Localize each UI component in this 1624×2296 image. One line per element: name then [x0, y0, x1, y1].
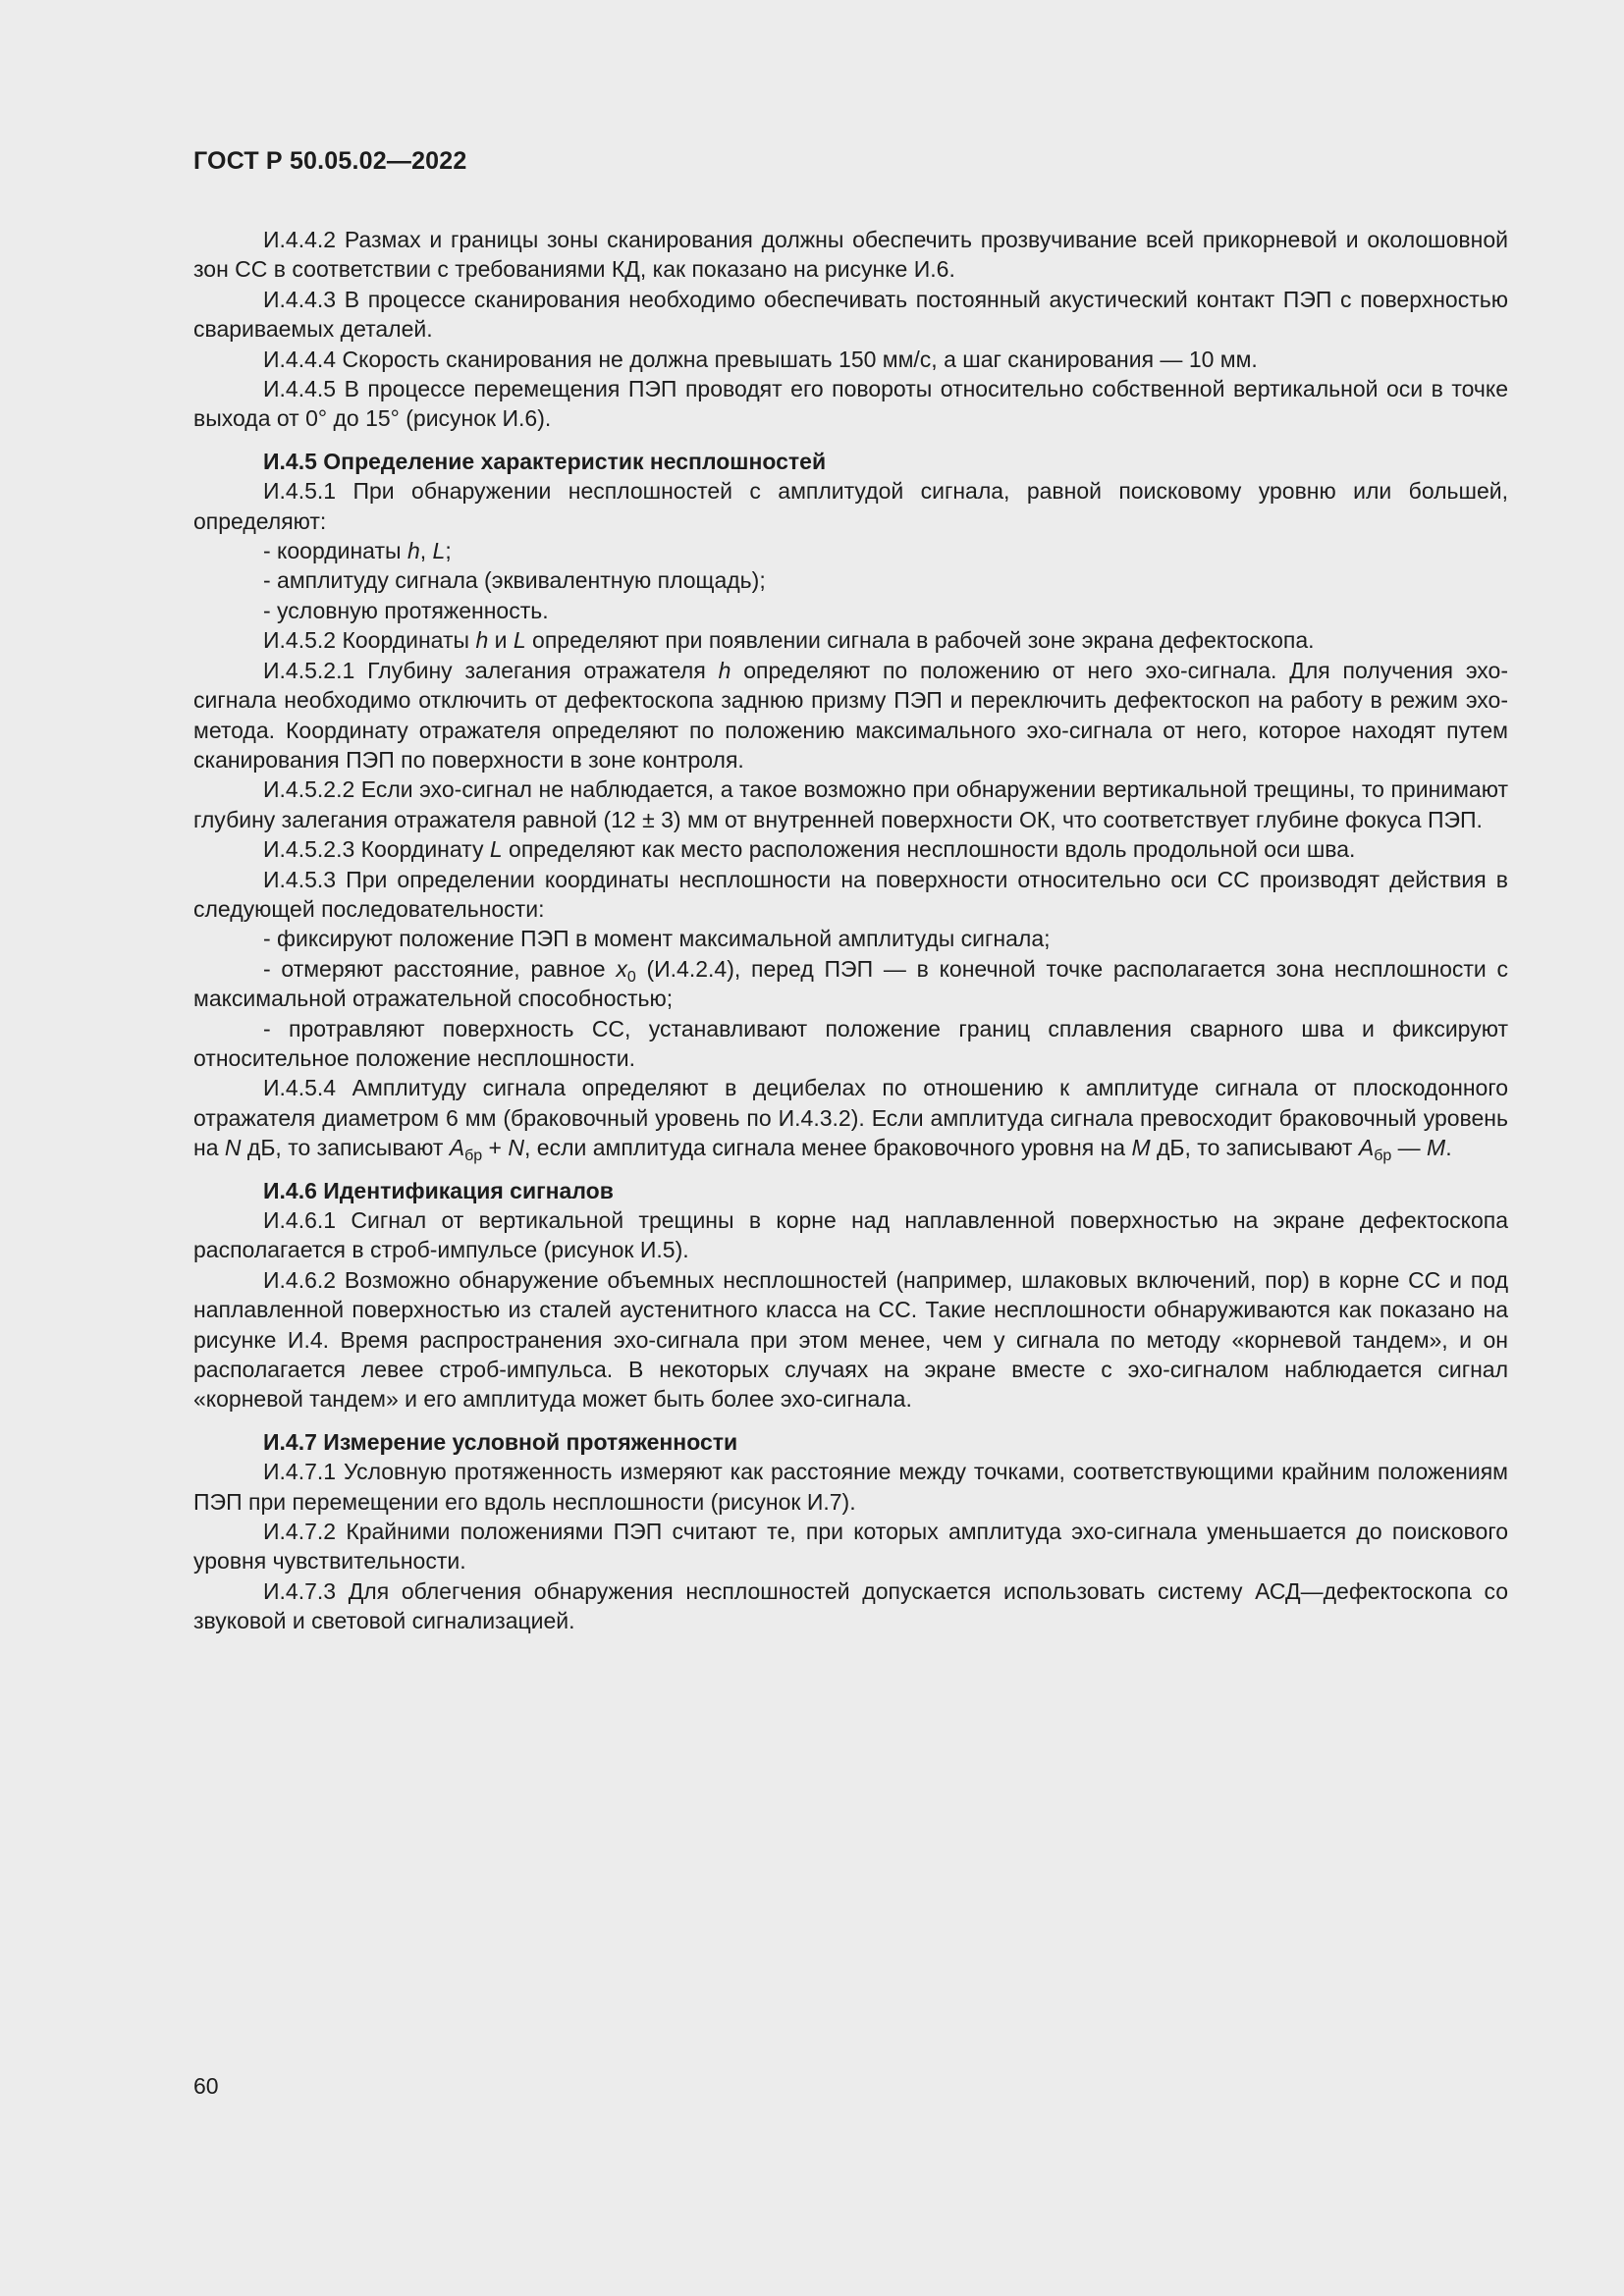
- list-item-coordinates: - координаты h, L;: [263, 538, 452, 564]
- paragraph-4-7-3: И.4.7.3 Для облегчения обнаружения несплошностей допускается использовать систему АСД—дефектоскопа со звуковой и световой сигнализацией.: [193, 1577, 1508, 1634]
- list-item-length: - условную протяженность.: [263, 597, 549, 623]
- paragraph-4-4-3: И.4.4.3 В процессе сканирования необходимо обеспечивать постоянный акустический контакт ПЭП с поверхностью свариваемых деталей.: [193, 286, 1508, 343]
- list-item-etch-surface: - протравляют поверхность СС, устанавливают положение границ сплавления сварного шва и фиксируют относительное положение несплошности.: [193, 1015, 1508, 1071]
- paragraph-4-5-1: И.4.5.1 При обнаружении несплошностей с амплитудой сигнала, равной поисковому уровню или большей, определяют:: [193, 478, 1508, 534]
- paragraph-4-5-2-1: И.4.5.2.1 Глубину залегания отражателя h определяют по положению от него эхо-сигнала. Для получения эхо-сигнала необходимо отключить от дефектоскопа заднюю призму ПЭП и переключить дефектоскоп на работу в режим эхо-метода. Координату отражателя определяют по положению максимального эхо-сигнала от него, которое находят путем сканирования ПЭП по поверхности в зоне контроля.: [193, 657, 1508, 773]
- paragraph-4-4-4: И.4.4.4 Скорость сканирования не должна превышать 150 мм/с, а шаг сканирования — 10 мм.: [263, 346, 1258, 372]
- paragraph-4-5-2-2: И.4.5.2.2 Если эхо-сигнал не наблюдается, а такое возможно при обнаружении вертикальной трещины, то принимают глубину залегания отражателя равной (12 ± 3) мм от внутренней поверхности ОК, что соответствует глубине фокуса ПЭП.: [193, 776, 1508, 832]
- document-body: [193, 225, 1508, 1636]
- paragraph-4-5-4: И.4.5.4 Амплитуду сигнала определяют в децибелах по отношению к амплитуде сигнала от плоскодонного отражателя диаметром 6 мм (браковочный уровень по И.4.3.2). Если амплитуда сигнала превосходит браковочный уровень на N дБ, то записывают $A_{бр} + N$, если амплитуда сигнала менее браковочного уровня на M дБ, то записывают $A_{бр}$ — M.: [193, 1075, 1508, 1165]
- page-number: 60: [193, 2073, 219, 2099]
- paragraph-4-4-2: И.4.4.2 Размах и границы зоны сканирования должны обеспечить прозвучивание всей прикорневой и околошовной зон СС в соответствии с требованиями КД, как показано на рисунке И.6.: [193, 227, 1508, 283]
- section-title-4-6: И.4.6 Идентификация сигналов: [263, 1177, 614, 1203]
- list-item-fix-position: - фиксируют положение ПЭП в момент максимальной амплитуды сигнала;: [263, 926, 1051, 952]
- document-header: ГОСТ Р 50.05.02—2022: [193, 147, 467, 175]
- paragraph-4-7-2: И.4.7.2 Крайними положениями ПЭП считают те, при которых амплитуда эхо-сигнала уменьшается до поискового уровня чувствительности.: [193, 1519, 1508, 1575]
- section-title-4-7: И.4.7 Измерение условной протяженности: [263, 1428, 738, 1455]
- paragraph-4-6-2: И.4.6.2 Возможно обнаружение объемных несплошностей (например, шлаковых включений, пор) в корне СС и под наплавленной поверхностью из сталей аустенитного класса на СС. Такие несплошности обнаруживаются как показано на рисунке И.4. Время распространения эхо-сигнала при этом менее, чем у сигнала по методу «корневой тандем», и он располагается левее строб-импульса. В некоторых случаях на экране вместе с эхо-сигналом наблюдается сигнал «корневой тандем» и его амплитуда может быть более эхо-сигнала.: [193, 1266, 1508, 1413]
- paragraph-4-4-5: И.4.4.5 В процессе перемещения ПЭП проводят его повороты относительно собственной вертикальной оси в точке выхода от 0° до 15° (рисунок И.6).: [193, 376, 1508, 432]
- section-title-4-5: И.4.5 Определение характеристик несплошностей: [263, 448, 827, 474]
- paragraph-4-6-1: И.4.6.1 Сигнал от вертикальной трещины в корне над наплавленной поверхностью на экране дефектоскопа располагается в строб-импульсе (рисунок И.5).: [193, 1207, 1508, 1263]
- paragraph-4-5-2: И.4.5.2 Координаты h и L определяют при появлении сигнала в рабочей зоне экрана дефектоскопа.: [263, 627, 1315, 654]
- paragraph-4-7-1: И.4.7.1 Условную протяженность измеряют как расстояние между точками, соответствующими крайним положениям ПЭП при перемещении его вдоль несплошности (рисунок И.7).: [193, 1459, 1508, 1515]
- list-item-amplitude: - амплитуду сигнала (эквивалентную площадь);: [263, 567, 766, 594]
- paragraph-4-5-2-3: И.4.5.2.3 Координату L определяют как место расположения несплошности вдоль продольной оси шва.: [263, 836, 1356, 863]
- list-item-measure-distance: - отмеряют расстояние, равное $x_0$ (И.4.2.4), перед ПЭП — в конечной точке располагается зона несплошности с максимальной отражательной способностью;: [193, 955, 1508, 1012]
- paragraph-4-5-3: И.4.5.3 При определении координаты несплошности на поверхности относительно оси СС производят действия в следующей последовательности:: [193, 866, 1508, 922]
